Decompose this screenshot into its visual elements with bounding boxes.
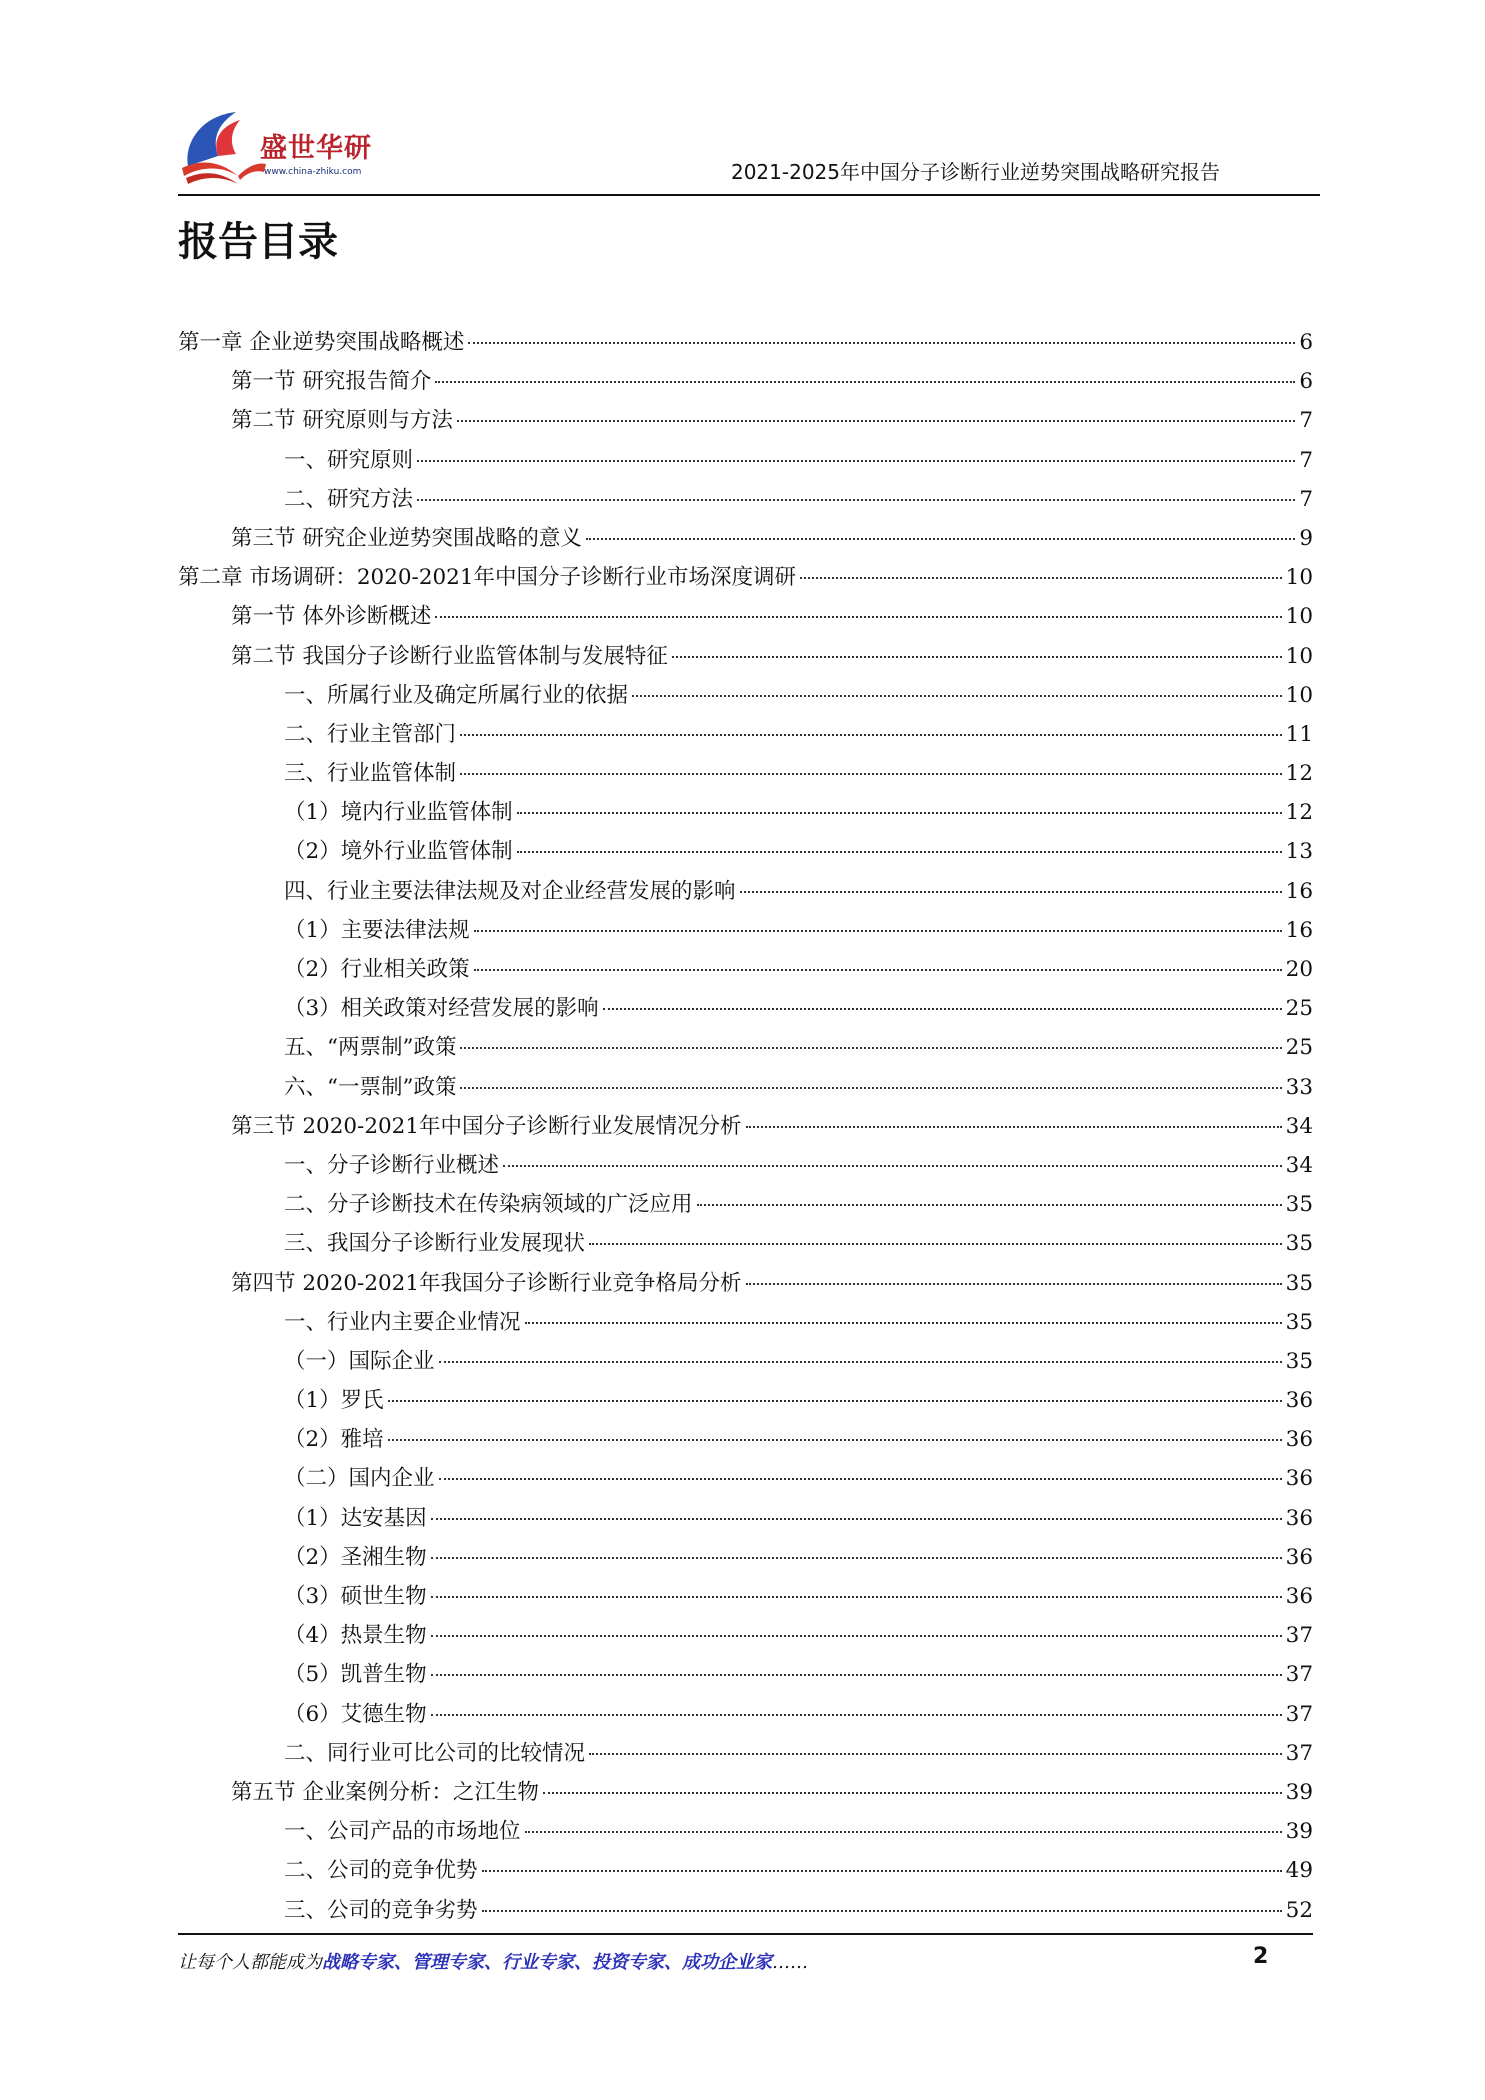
toc-entry[interactable]	[178, 1618, 1313, 1657]
toc-entry-page: 6	[1299, 330, 1313, 355]
toc-entry-title: （1）达安基因	[284, 1505, 427, 1531]
toc-dot-leader	[417, 460, 1295, 462]
toc-entry-title: （4）热景生物	[284, 1623, 427, 1649]
toc-entry[interactable]	[178, 443, 1313, 482]
toc-entry[interactable]	[178, 991, 1313, 1030]
toc-entry-page: 6	[1299, 369, 1313, 395]
company-logo	[178, 104, 388, 190]
toc-entry-title: 第三节 2020-2021年中国分子诊断行业发展情况分析	[231, 1113, 742, 1139]
toc-entry[interactable]	[178, 834, 1313, 873]
toc-dot-leader	[746, 1283, 1282, 1285]
header-divider	[178, 194, 1320, 196]
toc-dot-leader	[457, 420, 1295, 422]
toc-entry[interactable]	[178, 1775, 1313, 1814]
toc-entry-page: 7	[1299, 447, 1313, 473]
toc-entry-title: （3）硕世生物	[284, 1584, 427, 1609]
page-number: 2	[1253, 1944, 1269, 1969]
toc-dot-leader	[603, 1008, 1282, 1010]
toc-dot-leader	[460, 734, 1282, 736]
toc-entry-title: 第一章 企业逆势突围战略概述	[178, 330, 465, 355]
toc-entry[interactable]	[178, 795, 1313, 834]
footer-slogan-emphasis: 战略专家、管理专家、行业专家、投资专家、成功企业家	[322, 1952, 772, 1973]
toc-entry-title: 第三节 研究企业逆势突围战略的意义	[231, 525, 582, 551]
toc-entry-title: 三、我国分子诊断行业发展现状	[284, 1231, 586, 1257]
toc-dot-leader	[697, 1204, 1282, 1206]
toc-entry[interactable]	[178, 325, 1313, 364]
toc-entry[interactable]	[178, 1540, 1313, 1579]
toc-entry-page: 25	[1285, 996, 1313, 1022]
toc-dot-leader	[468, 342, 1295, 344]
toc-entry-title: 三、公司的竞争劣势	[284, 1897, 478, 1923]
toc-entry-title: （2）境外行业监管体制	[284, 839, 513, 865]
toc-dot-leader	[517, 851, 1282, 853]
toc-entry[interactable]	[178, 364, 1313, 403]
toc-dot-leader	[431, 1596, 1282, 1598]
logo-name: 盛世华研	[260, 133, 372, 164]
toc-dot-leader	[460, 773, 1282, 775]
toc-entry-page: 20	[1285, 957, 1313, 982]
footer-slogan-prefix: 让每个人都能成为	[178, 1952, 322, 1973]
toc-entry[interactable]	[178, 913, 1313, 952]
toc-dot-leader	[431, 1674, 1282, 1676]
toc-entry-page: 35	[1285, 1192, 1313, 1218]
toc-entry-title: 第二节 研究原则与方法	[231, 408, 453, 434]
toc-entry-title: 第一节 体外诊断概述	[231, 604, 432, 630]
toc-entry[interactable]	[178, 599, 1313, 638]
toc-entry[interactable]	[178, 1070, 1313, 1109]
toc-entry-page: 49	[1285, 1858, 1313, 1884]
toc-entry[interactable]	[178, 1461, 1313, 1500]
toc-dot-leader	[632, 695, 1282, 697]
toc-entry-title: 第一节 研究报告简介	[231, 369, 432, 395]
toc-entry-page: 25	[1285, 1035, 1313, 1061]
toc-entry-title: （5）凯普生物	[284, 1662, 427, 1688]
toc-entry[interactable]	[178, 1893, 1313, 1932]
toc-entry[interactable]	[178, 1344, 1313, 1383]
toc-entry-title: （2）行业相关政策	[284, 957, 470, 982]
toc-entry-title: 一、分子诊断行业概述	[284, 1152, 500, 1178]
toc-entry-title: 二、研究方法	[284, 486, 414, 512]
toc-entry[interactable]	[178, 1266, 1313, 1305]
toc-dot-leader	[586, 538, 1295, 540]
toc-dot-leader	[431, 1635, 1282, 1637]
toc-entry-page: 10	[1285, 643, 1313, 669]
toc-entry-title: 六、“一票制”政策	[284, 1074, 457, 1100]
toc-entry-title: 第二章 市场调研：2020-2021年中国分子诊断行业市场深度调研	[178, 565, 797, 591]
toc-dot-leader	[543, 1792, 1282, 1794]
toc-entry-page: 7	[1299, 408, 1313, 434]
toc-entry-page: 10	[1285, 682, 1313, 708]
toc-entry[interactable]	[178, 1501, 1313, 1540]
logo-url: www.china-zhiku.com	[264, 167, 362, 177]
toc-dot-leader	[589, 1753, 1282, 1755]
toc-entry-page: 11	[1285, 721, 1313, 747]
toc-entry-page: 34	[1285, 1113, 1313, 1139]
toc-entry[interactable]	[178, 1305, 1313, 1344]
toc-entry[interactable]	[178, 1853, 1313, 1892]
toc-dot-leader	[439, 1361, 1282, 1363]
toc-entry[interactable]	[178, 1736, 1313, 1775]
toc-entry-page: 7	[1299, 486, 1313, 512]
footer-divider	[178, 1933, 1313, 1935]
toc-dot-leader	[460, 1047, 1281, 1049]
toc-entry-title: （3）相关政策对经营发展的影响	[284, 996, 599, 1022]
page-title: 报告目录	[178, 219, 338, 265]
toc-dot-leader	[589, 1243, 1282, 1245]
toc-entry-title: 第四节 2020-2021年我国分子诊断行业竞争格局分析	[231, 1270, 742, 1296]
toc-entry-page: 9	[1299, 525, 1313, 551]
toc-entry-title: 第五节 企业案例分析：之江生物	[231, 1779, 539, 1805]
toc-entry-title: （1）罗氏	[284, 1388, 384, 1414]
toc-dot-leader	[431, 1557, 1282, 1559]
toc-entry-page: 36	[1285, 1427, 1313, 1453]
toc-entry-page: 36	[1285, 1544, 1313, 1570]
toc-entry[interactable]	[178, 1226, 1313, 1265]
toc-entry-page: 37	[1285, 1740, 1313, 1766]
page-header	[178, 100, 1320, 196]
toc-entry[interactable]	[178, 1579, 1313, 1618]
toc-entry-page: 12	[1285, 761, 1313, 787]
toc-dot-leader	[740, 891, 1282, 893]
logo-book-icon	[178, 104, 268, 190]
toc-entry[interactable]	[178, 482, 1313, 521]
toc-entry-title: （二）国内企业	[284, 1466, 435, 1492]
toc-entry-page: 16	[1285, 917, 1313, 943]
toc-entry-title: 一、所属行业及确定所属行业的依据	[284, 682, 629, 708]
toc-dot-leader	[435, 381, 1295, 383]
toc-entry-title: 第二节 我国分子诊断行业监管体制与发展特征	[231, 643, 668, 669]
toc-entry-title: 四、行业主要法律法规及对企业经营发展的影响	[284, 878, 736, 904]
toc-entry-page: 16	[1285, 878, 1313, 904]
toc-entry[interactable]	[178, 1814, 1313, 1853]
toc-dot-leader	[474, 930, 1282, 932]
toc-entry[interactable]	[178, 1383, 1313, 1422]
toc-entry-page: 35	[1285, 1270, 1313, 1296]
toc-entry-page: 12	[1285, 800, 1313, 826]
toc-entry-title: 二、行业主管部门	[284, 721, 457, 747]
toc-entry-page: 36	[1285, 1388, 1313, 1414]
toc-dot-leader	[503, 1165, 1282, 1167]
toc-entry[interactable]	[178, 639, 1313, 678]
toc-dot-leader	[417, 499, 1295, 501]
toc-dot-leader	[474, 969, 1282, 971]
toc-entry-title: （一）国际企业	[284, 1348, 435, 1374]
toc-entry[interactable]	[178, 678, 1313, 717]
toc-entry-page: 35	[1285, 1231, 1313, 1257]
toc-dot-leader	[746, 1126, 1282, 1128]
toc-entry[interactable]	[178, 1187, 1313, 1226]
toc-entry-page: 13	[1285, 839, 1313, 865]
toc-entry-title: （2）雅培	[284, 1427, 384, 1453]
toc-entry-page: 35	[1285, 1309, 1313, 1335]
toc-dot-leader	[460, 1087, 1281, 1089]
toc-entry-page: 52	[1285, 1897, 1313, 1923]
toc-entry-page: 37	[1285, 1623, 1313, 1649]
toc-entry-title: （6）艾德生物	[284, 1701, 427, 1727]
toc-entry[interactable]	[178, 1422, 1313, 1461]
toc-dot-leader	[388, 1439, 1282, 1441]
footer-slogan-suffix: ……	[772, 1952, 808, 1973]
toc-entry-title: 五、“两票制”政策	[284, 1035, 457, 1061]
toc-dot-leader	[517, 812, 1282, 814]
toc-entry[interactable]	[178, 952, 1313, 991]
toc-entry-title: 二、分子诊断技术在传染病领域的广泛应用	[284, 1192, 693, 1218]
toc-entry-title: 二、公司的竞争优势	[284, 1858, 478, 1884]
toc-entry-page: 10	[1285, 604, 1313, 630]
toc-entry-page: 34	[1285, 1152, 1313, 1178]
footer-slogan	[178, 1948, 808, 1974]
document-title: 2021-2025年中国分子诊断行业逆势突围战略研究报告	[730, 160, 1220, 184]
toc-entry[interactable]	[178, 403, 1313, 442]
table-of-contents	[178, 325, 1313, 1932]
toc-dot-leader	[800, 577, 1282, 579]
toc-entry[interactable]	[178, 874, 1313, 913]
toc-dot-leader	[388, 1400, 1282, 1402]
toc-entry-page: 36	[1285, 1584, 1313, 1609]
toc-entry[interactable]	[178, 1697, 1313, 1736]
toc-dot-leader	[431, 1518, 1282, 1520]
toc-entry-title: 一、研究原则	[284, 447, 414, 473]
toc-entry-page: 39	[1285, 1779, 1313, 1805]
toc-entry-title: 一、行业内主要企业情况	[284, 1309, 521, 1335]
toc-entry-title: （1）主要法律法规	[284, 917, 470, 943]
toc-entry-page: 37	[1285, 1662, 1313, 1688]
toc-entry[interactable]	[178, 1148, 1313, 1187]
toc-entry-title: （2）圣湘生物	[284, 1544, 427, 1570]
toc-entry-page: 33	[1285, 1074, 1313, 1100]
toc-entry-page: 37	[1285, 1701, 1313, 1727]
toc-dot-leader	[525, 1831, 1282, 1833]
toc-dot-leader	[482, 1870, 1282, 1872]
toc-entry[interactable]	[178, 1030, 1313, 1069]
toc-dot-leader	[672, 656, 1282, 658]
toc-entry[interactable]	[178, 1657, 1313, 1696]
toc-entry-title: 一、公司产品的市场地位	[284, 1819, 521, 1845]
toc-entry-title: 二、同行业可比公司的比较情况	[284, 1740, 586, 1766]
toc-dot-leader	[439, 1478, 1282, 1480]
toc-entry-page: 39	[1285, 1819, 1313, 1845]
toc-entry[interactable]	[178, 756, 1313, 795]
toc-dot-leader	[431, 1714, 1282, 1716]
toc-dot-leader	[482, 1910, 1282, 1912]
toc-entry-title: 三、行业监管体制	[284, 761, 457, 787]
toc-entry[interactable]	[178, 521, 1313, 560]
toc-dot-leader	[525, 1322, 1282, 1324]
toc-entry-page: 10	[1285, 565, 1313, 591]
toc-entry-page: 36	[1285, 1505, 1313, 1531]
toc-entry-page: 35	[1285, 1348, 1313, 1374]
toc-entry[interactable]	[178, 560, 1313, 599]
toc-entry[interactable]	[178, 1109, 1313, 1148]
toc-entry-title: （1）境内行业监管体制	[284, 800, 513, 826]
toc-entry-page: 36	[1285, 1466, 1313, 1492]
toc-entry[interactable]	[178, 717, 1313, 756]
toc-dot-leader	[435, 616, 1281, 618]
